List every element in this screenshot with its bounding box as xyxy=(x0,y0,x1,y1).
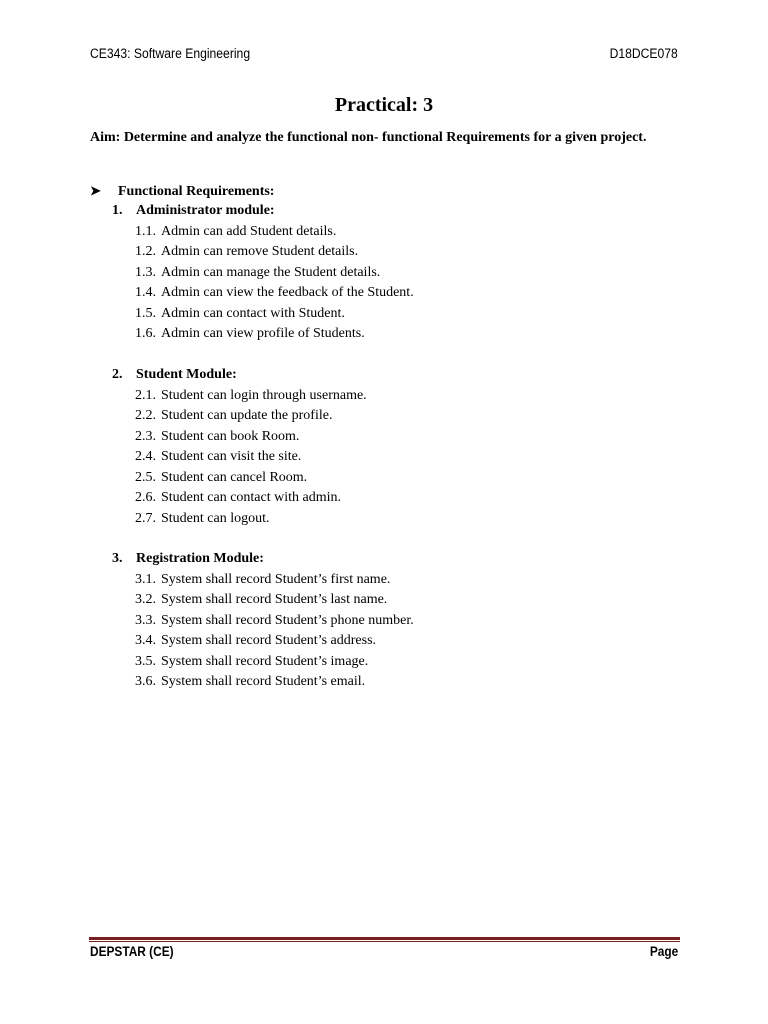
item-number: 1.3. xyxy=(135,264,156,280)
item-text: Admin can remove Student details. xyxy=(161,244,359,259)
module-administrator xyxy=(112,201,414,345)
item-text: Admin can add Student details. xyxy=(161,223,337,239)
page-header-student-id: D18DCE078 xyxy=(609,46,678,61)
list-item xyxy=(135,427,367,448)
item-text: Student can logout. xyxy=(161,510,270,526)
item-number: 2.4. xyxy=(135,449,156,464)
item-text: Student can cancel Room. xyxy=(161,469,308,485)
item-text: System shall record Student’s first name. xyxy=(161,571,391,587)
item-number: 3.2. xyxy=(135,592,156,607)
item-number: 2.7. xyxy=(135,510,156,526)
module-number: 3. xyxy=(112,551,123,566)
list-item xyxy=(135,631,414,652)
list-item xyxy=(135,488,367,509)
item-text: System shall record Student’s email. xyxy=(161,674,366,689)
item-number: 2.2. xyxy=(135,408,156,423)
functional-requirements-heading xyxy=(90,180,274,202)
requirement-list xyxy=(112,222,414,345)
section-heading-text: Functional Requirements: xyxy=(118,184,275,199)
aim-statement: Aim: Determine and analyze the functional non- functional Requirements for a given project. xyxy=(90,130,647,145)
list-item xyxy=(135,447,367,468)
item-text: Admin can manage the Student details. xyxy=(161,264,381,280)
list-item xyxy=(135,652,414,673)
item-text: Admin can view the feedback of the Student. xyxy=(161,285,414,300)
footer-page-label: Page xyxy=(649,944,678,959)
item-text: Admin can contact with Student. xyxy=(161,305,345,321)
item-text: Admin can view profile of Students. xyxy=(161,326,365,341)
item-number: 1.6. xyxy=(135,326,156,341)
page-title: Practical: 3 xyxy=(334,94,434,116)
module-title xyxy=(112,201,414,222)
requirement-list xyxy=(112,570,414,693)
item-number: 2.5. xyxy=(135,469,156,485)
item-number: 2.3. xyxy=(135,428,156,444)
item-text: Student can login through username. xyxy=(161,387,367,403)
item-number: 2.1. xyxy=(135,387,156,403)
list-item xyxy=(135,672,414,693)
list-item xyxy=(135,570,414,591)
item-number: 2.6. xyxy=(135,490,156,505)
list-item xyxy=(135,406,367,427)
module-title xyxy=(112,549,414,570)
item-number: 3.3. xyxy=(135,612,156,628)
item-number: 3.5. xyxy=(135,653,156,669)
module-number: 2. xyxy=(112,367,123,382)
page-header-course: CE343: Software Engineering xyxy=(90,46,251,61)
module-registration xyxy=(112,549,414,693)
list-item xyxy=(135,386,367,407)
list-item xyxy=(135,242,414,263)
module-title-text: Registration Module: xyxy=(136,551,264,566)
item-number: 1.5. xyxy=(135,305,156,321)
footer-department: DEPSTAR (CE) xyxy=(90,944,174,959)
list-item xyxy=(135,283,414,304)
item-number: 3.1. xyxy=(135,571,156,587)
list-item xyxy=(135,304,414,325)
item-number: 1.2. xyxy=(135,244,156,259)
item-number: 1.4. xyxy=(135,285,156,300)
item-text: System shall record Student’s address. xyxy=(161,633,377,648)
item-text: Student can book Room. xyxy=(161,428,300,444)
module-number: 1. xyxy=(112,203,123,218)
item-text: System shall record Student’s last name. xyxy=(161,592,388,607)
module-student xyxy=(112,365,367,529)
module-title xyxy=(112,365,367,386)
item-text: Student can update the profile. xyxy=(161,408,333,423)
item-text: Student can visit the site. xyxy=(161,449,302,464)
requirement-list xyxy=(112,386,367,530)
list-item xyxy=(135,263,414,284)
list-item xyxy=(135,324,414,345)
footer-divider xyxy=(89,937,680,940)
item-text: Student can contact with admin. xyxy=(161,490,342,505)
list-item xyxy=(135,611,414,632)
item-number: 1.1. xyxy=(135,223,156,239)
list-item xyxy=(135,509,367,530)
item-number: 3.4. xyxy=(135,633,156,648)
list-item xyxy=(135,590,414,611)
arrow-bullet-icon: ➤ xyxy=(90,183,101,198)
item-text: System shall record Student’s image. xyxy=(161,653,369,669)
list-item xyxy=(135,468,367,489)
module-title-text: Student Module: xyxy=(136,367,237,382)
list-item xyxy=(135,222,414,243)
module-title-text: Administrator module: xyxy=(136,203,275,218)
footer-divider-thin xyxy=(89,941,680,942)
item-number: 3.6. xyxy=(135,674,156,689)
item-text: System shall record Student’s phone number. xyxy=(161,612,414,628)
